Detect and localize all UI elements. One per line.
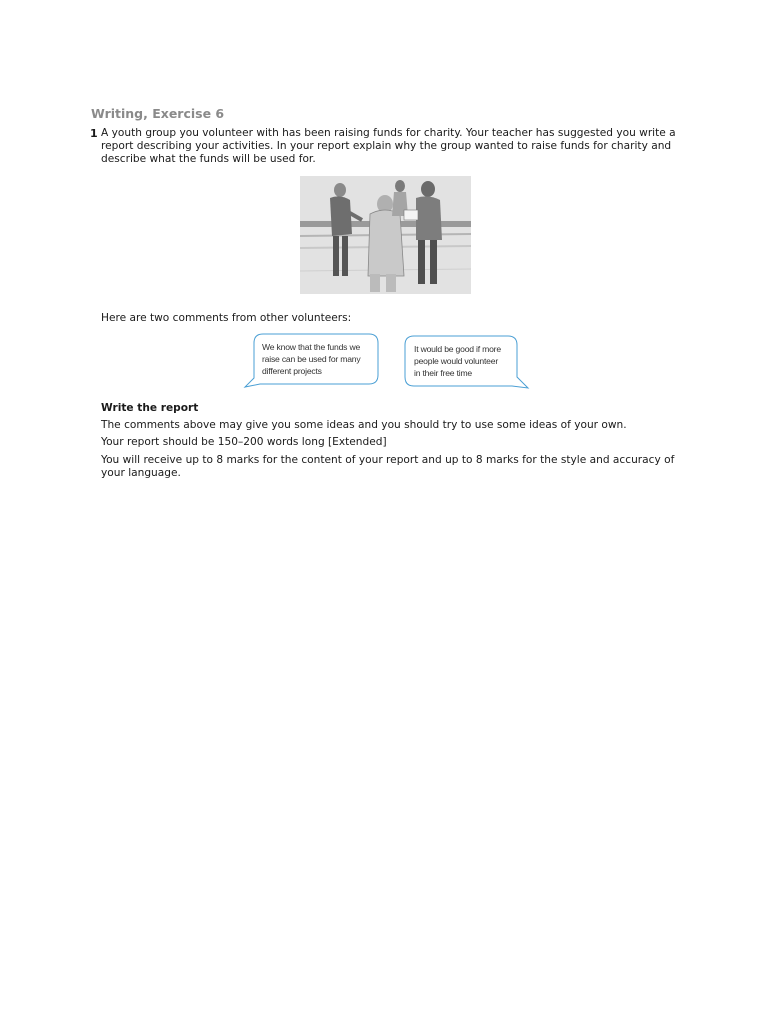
- task-line: You will receive up to 8 marks for the content of your report and up to 8 marks for the style and accuracy of your language.: [101, 454, 675, 479]
- comment-line: We know that the funds we: [262, 342, 361, 352]
- question-number: 1: [90, 127, 98, 140]
- comment-line: in their free time: [414, 368, 473, 378]
- task-line: The comments above may give you some ideas and you should try to use some ideas of your own.: [101, 419, 627, 431]
- task-line: Your report should be 150–200 words long [Extended]: [101, 436, 387, 448]
- comment-line: raise can be used for many: [262, 354, 361, 364]
- comment-1-text: [262, 341, 360, 377]
- exercise-heading: Writing, Exercise 6: [91, 106, 225, 121]
- comment-line: people would volunteer: [414, 356, 498, 366]
- comment-2-text: [414, 343, 501, 379]
- question-text: A youth group you volunteer with has been raising funds for charity. Your teacher has suggested you write a report describing your activities. In your report explain why the group wanted to raise funds for charity and describe what the funds will be used for.: [101, 127, 676, 165]
- comment-line: It would be good if more: [414, 344, 501, 354]
- task-title: Write the report: [101, 402, 199, 414]
- volunteers-illustration: [300, 176, 471, 294]
- comment-line: different projects: [262, 366, 322, 376]
- comments-intro: Here are two comments from other volunteers:: [101, 312, 352, 324]
